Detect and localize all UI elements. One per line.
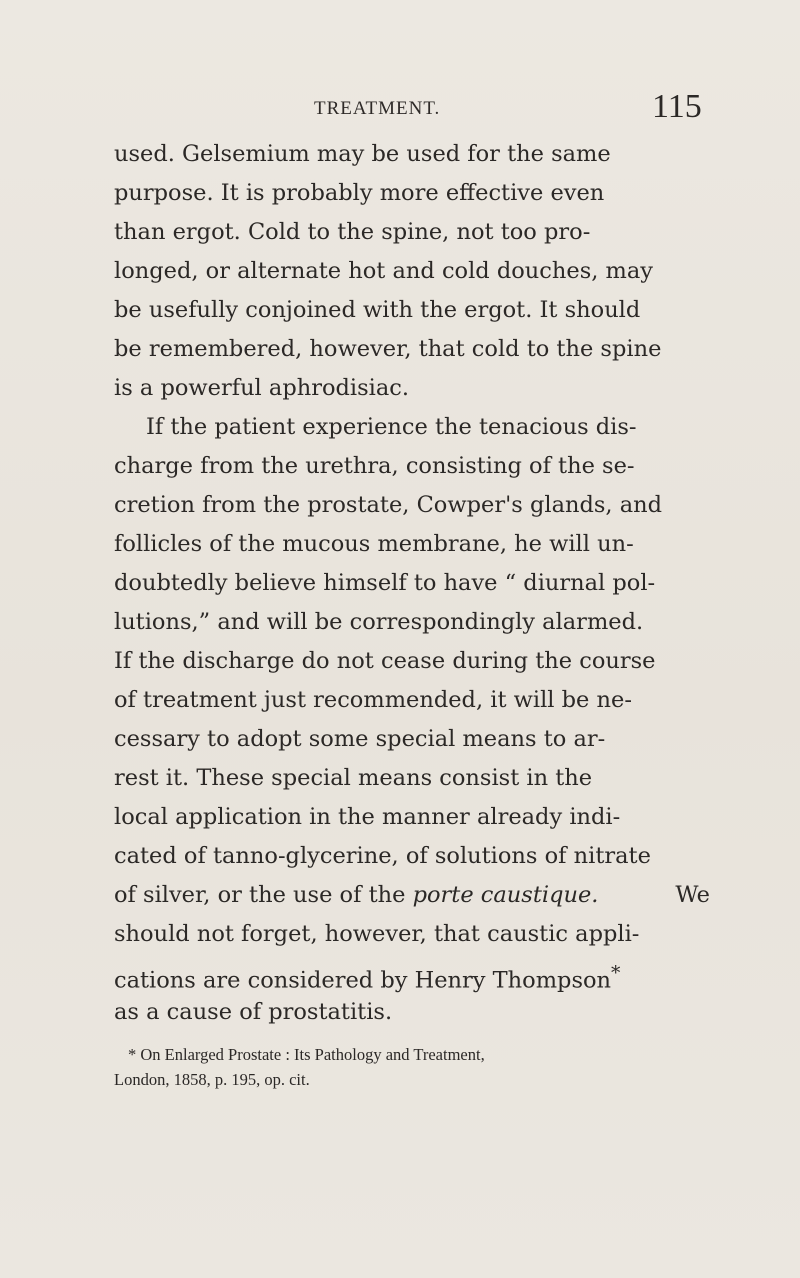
paragraph-end-line: as a cause of prostatitis. xyxy=(114,999,393,1025)
running-head xyxy=(0,88,800,128)
text-line: longed, or alternate hot and cold douches, may xyxy=(114,258,654,284)
text-line-with-italic: of silver, or the use of the porte caustique. We xyxy=(114,882,710,908)
text-line: should not forget, however, that caustic appli- xyxy=(114,921,640,947)
paragraph-start-line: If the patient experience the tenacious dis- xyxy=(146,414,637,440)
text-line: cated of tanno-glycerine, of solutions of nitrate xyxy=(114,843,651,869)
text-line: than ergot. Cold to the spine, not too pro- xyxy=(114,219,591,245)
running-title: TREATMENT. xyxy=(314,98,441,119)
footnote xyxy=(114,1042,710,1092)
text-line: used. Gelsemium may be used for the same xyxy=(114,141,611,167)
text-line: local application in the manner already indi- xyxy=(114,804,621,830)
text-line: cations are considered by Henry Thompson* xyxy=(114,963,621,994)
page-number: 115 xyxy=(652,88,702,125)
text-line: be usefully conjoined with the ergot. It should xyxy=(114,297,641,323)
text-line: cretion from the prostate, Cowper's glands, and xyxy=(114,492,663,518)
paragraph-end-line: is a powerful aphrodisiac. xyxy=(114,375,410,401)
footnote-line: London, 1858, p. 195, op. cit. xyxy=(114,1070,310,1089)
text-line: lutions,” and will be correspondingly alarmed. xyxy=(114,609,644,635)
footnote-line: * On Enlarged Prostate : Its Pathology and Treatment, xyxy=(128,1045,485,1064)
text-line: If the discharge do not cease during the course xyxy=(114,648,656,674)
footnote-reference[interactable]: * xyxy=(611,963,621,984)
text-line: charge from the urethra, consisting of the se- xyxy=(114,453,635,479)
text-line: purpose. It is probably more effective even xyxy=(114,180,605,206)
text-line: of treatment just recommended, it will be ne- xyxy=(114,687,632,713)
text-line: follicles of the mucous membrane, he will un- xyxy=(114,531,634,557)
text-line: doubtedly believe himself to have “ diurnal pol- xyxy=(114,570,656,596)
body-text xyxy=(114,135,710,1032)
text-line: be remembered, however, that cold to the spine xyxy=(114,336,662,362)
text-line: rest it. These special means consist in the xyxy=(114,765,593,791)
text-line: cessary to adopt some special means to ar- xyxy=(114,726,606,752)
italic-term: porte caustique. xyxy=(412,882,599,908)
